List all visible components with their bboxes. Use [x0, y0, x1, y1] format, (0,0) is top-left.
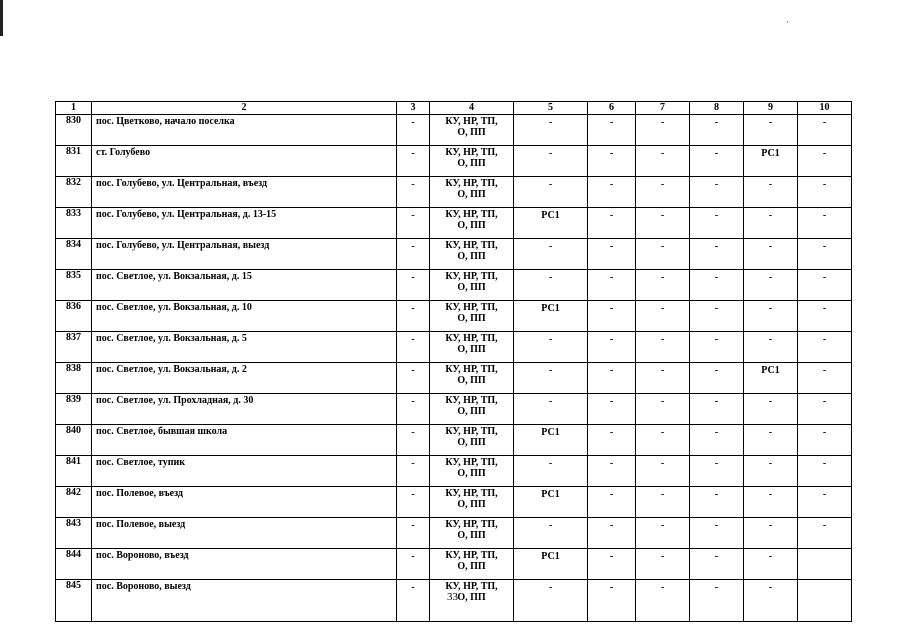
- cell-col3: -: [397, 363, 430, 394]
- cell-col8: -: [690, 549, 744, 580]
- cell-col5: -: [514, 363, 588, 394]
- cell-col8: -: [690, 146, 744, 177]
- cell-col4-line2: О, ПП: [457, 344, 486, 355]
- cell-col8: -: [690, 270, 744, 301]
- location-cell: пос. Голубево, ул. Центральная, д. 13-15: [92, 208, 397, 239]
- cell-col9: -: [744, 332, 798, 363]
- cell-col4: [430, 115, 514, 146]
- cell-col4-line1: КУ, НР, ТП,: [445, 395, 498, 406]
- cell-col6: -: [588, 332, 636, 363]
- cell-col5: РС1: [514, 549, 588, 580]
- cell-col10: -: [798, 146, 852, 177]
- cell-col4: [430, 487, 514, 518]
- cell-col4: [430, 518, 514, 549]
- cell-col5: -: [514, 270, 588, 301]
- cell-col5: РС1: [514, 487, 588, 518]
- cell-col3: -: [397, 146, 430, 177]
- cell-col10: -: [798, 301, 852, 332]
- cell-col6: -: [588, 549, 636, 580]
- cell-col3: -: [397, 239, 430, 270]
- cell-col10: -: [798, 208, 852, 239]
- cell-col5: РС1: [514, 301, 588, 332]
- location-cell: пос. Светлое, бывшая школа: [92, 425, 397, 456]
- table-row: [56, 177, 852, 208]
- cell-col6: -: [588, 425, 636, 456]
- cell-col7: -: [636, 580, 690, 622]
- cell-col4-line2: О, ПП: [457, 406, 486, 417]
- column-header: 4: [430, 102, 514, 115]
- row-number: 833: [56, 208, 92, 239]
- table-row: [56, 146, 852, 177]
- location-cell: пос. Голубево, ул. Центральная, въезд: [92, 177, 397, 208]
- cell-col4: [430, 301, 514, 332]
- column-header: 9: [744, 102, 798, 115]
- table-row: [56, 394, 852, 425]
- cell-col4-line2: О, ПП: [457, 282, 486, 293]
- table-row: [56, 208, 852, 239]
- scan-speck: [787, 21, 788, 23]
- cell-col3: -: [397, 518, 430, 549]
- row-number: 838: [56, 363, 92, 394]
- cell-col6: -: [588, 580, 636, 622]
- cell-col9: -: [744, 301, 798, 332]
- location-cell: пос. Светлое, ул. Вокзальная, д. 10: [92, 301, 397, 332]
- cell-col3: -: [397, 580, 430, 622]
- row-number: 844: [56, 549, 92, 580]
- table-row: [56, 487, 852, 518]
- cell-col10: [798, 549, 852, 580]
- cell-col7: -: [636, 394, 690, 425]
- cell-col9: -: [744, 425, 798, 456]
- cell-col4-line2: О, ПП: [457, 561, 486, 572]
- cell-col4-line2: О, ПП: [457, 251, 486, 262]
- cell-col4: [430, 332, 514, 363]
- table-row: [56, 332, 852, 363]
- row-number: 831: [56, 146, 92, 177]
- cell-col6: -: [588, 394, 636, 425]
- column-header: 3: [397, 102, 430, 115]
- column-header: 8: [690, 102, 744, 115]
- cell-col6: -: [588, 239, 636, 270]
- cell-col7: -: [636, 518, 690, 549]
- cell-col5: -: [514, 456, 588, 487]
- cell-col6: -: [588, 456, 636, 487]
- cell-col7: -: [636, 239, 690, 270]
- cell-col10: -: [798, 115, 852, 146]
- cell-col4-line2: О, ПП: [457, 530, 486, 541]
- cell-col4-line1: КУ, НР, ТП,: [445, 488, 498, 499]
- table-row: [56, 363, 852, 394]
- cell-col8: -: [690, 518, 744, 549]
- cell-col4-line1: КУ, НР, ТП,: [445, 147, 498, 158]
- cell-col4-line1: КУ, НР, ТП,: [445, 426, 498, 437]
- cell-col10: -: [798, 425, 852, 456]
- table-row: [56, 425, 852, 456]
- cell-col4-line2: О, ПП: [457, 592, 486, 603]
- location-cell: пос. Светлое, ул. Вокзальная, д. 15: [92, 270, 397, 301]
- location-cell: пос. Светлое, ул. Вокзальная, д. 2: [92, 363, 397, 394]
- cell-col4: [430, 394, 514, 425]
- location-cell: пос. Вороново, въезд: [92, 549, 397, 580]
- cell-col5: РС1: [514, 208, 588, 239]
- cell-col8: -: [690, 456, 744, 487]
- location-cell: пос. Светлое, ул. Вокзальная, д. 5: [92, 332, 397, 363]
- cell-col8: -: [690, 301, 744, 332]
- row-number: 830: [56, 115, 92, 146]
- cell-col4-line1: КУ, НР, ТП,: [445, 209, 498, 220]
- cell-col7: -: [636, 146, 690, 177]
- cell-col4: [430, 363, 514, 394]
- column-header: 5: [514, 102, 588, 115]
- scan-edge-mark: [0, 0, 3, 36]
- cell-col4: [430, 146, 514, 177]
- row-number: 837: [56, 332, 92, 363]
- row-number: 843: [56, 518, 92, 549]
- cell-col3: -: [397, 456, 430, 487]
- cell-col10: -: [798, 487, 852, 518]
- cell-col10: -: [798, 394, 852, 425]
- cell-col10: -: [798, 363, 852, 394]
- cell-col4-line2: О, ПП: [457, 189, 486, 200]
- cell-col9: -: [744, 177, 798, 208]
- row-number: 845: [56, 580, 92, 622]
- table-row: [56, 301, 852, 332]
- location-cell: пос. Светлое, ул. Прохладная, д. 30: [92, 394, 397, 425]
- cell-col4: [430, 456, 514, 487]
- cell-col4-line2: О, ПП: [457, 220, 486, 231]
- cell-col4-line1: КУ, НР, ТП,: [445, 550, 498, 561]
- cell-col4-line2: О, ПП: [457, 313, 486, 324]
- cell-col10: -: [798, 456, 852, 487]
- table-row: [56, 115, 852, 146]
- cell-col4: [430, 208, 514, 239]
- cell-col8: -: [690, 487, 744, 518]
- cell-col3: -: [397, 394, 430, 425]
- page-number: 33: [447, 591, 458, 603]
- location-cell: ст. Голубево: [92, 146, 397, 177]
- row-number: 832: [56, 177, 92, 208]
- cell-col3: -: [397, 177, 430, 208]
- cell-col9: -: [744, 456, 798, 487]
- cell-col4-line1: КУ, НР, ТП,: [445, 364, 498, 375]
- cell-col3: -: [397, 549, 430, 580]
- cell-col5: -: [514, 177, 588, 208]
- cell-col9: РС1: [744, 146, 798, 177]
- cell-col10: -: [798, 332, 852, 363]
- row-number: 839: [56, 394, 92, 425]
- location-cell: пос. Голубево, ул. Центральная, выезд: [92, 239, 397, 270]
- table-row: [56, 270, 852, 301]
- cell-col5: -: [514, 115, 588, 146]
- cell-col4-line2: О, ПП: [457, 499, 486, 510]
- cell-col4-line1: КУ, НР, ТП,: [445, 581, 498, 592]
- cell-col6: -: [588, 518, 636, 549]
- cell-col4-line1: КУ, НР, ТП,: [445, 178, 498, 189]
- cell-col4-line1: КУ, НР, ТП,: [445, 240, 498, 251]
- location-cell: пос. Вороново, выезд: [92, 580, 397, 622]
- header-row: [56, 102, 852, 115]
- cell-col4-line2: О, ПП: [457, 468, 486, 479]
- cell-col7: -: [636, 487, 690, 518]
- cell-col8: -: [690, 580, 744, 622]
- cell-col9: -: [744, 580, 798, 622]
- cell-col3: -: [397, 301, 430, 332]
- cell-col7: -: [636, 363, 690, 394]
- cell-col8: -: [690, 177, 744, 208]
- column-header: 2: [92, 102, 397, 115]
- cell-col6: -: [588, 115, 636, 146]
- cell-col10: -: [798, 518, 852, 549]
- cell-col4-line1: КУ, НР, ТП,: [445, 333, 498, 344]
- cell-col5: -: [514, 580, 588, 622]
- cell-col5: РС1: [514, 425, 588, 456]
- cell-col8: -: [690, 239, 744, 270]
- cell-col4-line1: КУ, НР, ТП,: [445, 271, 498, 282]
- cell-col6: -: [588, 363, 636, 394]
- cell-col9: -: [744, 115, 798, 146]
- cell-col4-line1: КУ, НР, ТП,: [445, 302, 498, 313]
- cell-col9: -: [744, 487, 798, 518]
- cell-col4-line2: О, ПП: [457, 437, 486, 448]
- cell-col9: РС1: [744, 363, 798, 394]
- table-row: [56, 518, 852, 549]
- cell-col9: -: [744, 549, 798, 580]
- cell-col4: [430, 549, 514, 580]
- cell-col5: -: [514, 394, 588, 425]
- cell-col4: [430, 177, 514, 208]
- location-cell: пос. Цветково, начало поселка: [92, 115, 397, 146]
- cell-col3: -: [397, 270, 430, 301]
- cell-col3: -: [397, 208, 430, 239]
- table-row: [56, 549, 852, 580]
- cell-col9: -: [744, 239, 798, 270]
- cell-col6: -: [588, 146, 636, 177]
- cell-col8: -: [690, 332, 744, 363]
- cell-col9: -: [744, 270, 798, 301]
- table-row: [56, 239, 852, 270]
- cell-col3: -: [397, 487, 430, 518]
- cell-col9: -: [744, 208, 798, 239]
- cell-col9: -: [744, 518, 798, 549]
- register-table: [55, 101, 852, 622]
- row-number: 836: [56, 301, 92, 332]
- cell-col8: -: [690, 363, 744, 394]
- cell-col5: -: [514, 239, 588, 270]
- cell-col4-line2: О, ПП: [457, 127, 486, 138]
- cell-col7: -: [636, 301, 690, 332]
- row-number: 840: [56, 425, 92, 456]
- cell-col7: -: [636, 425, 690, 456]
- column-header: 7: [636, 102, 690, 115]
- cell-col6: -: [588, 208, 636, 239]
- cell-col5: -: [514, 518, 588, 549]
- row-number: 835: [56, 270, 92, 301]
- cell-col4-line1: КУ, НР, ТП,: [445, 457, 498, 468]
- cell-col7: -: [636, 208, 690, 239]
- cell-col4: [430, 239, 514, 270]
- cell-col6: -: [588, 301, 636, 332]
- location-cell: пос. Светлое, тупик: [92, 456, 397, 487]
- cell-col4-line1: КУ, НР, ТП,: [445, 519, 498, 530]
- cell-col4: [430, 270, 514, 301]
- location-cell: пос. Полевое, въезд: [92, 487, 397, 518]
- cell-col7: -: [636, 549, 690, 580]
- cell-col8: -: [690, 115, 744, 146]
- cell-col3: -: [397, 332, 430, 363]
- row-number: 842: [56, 487, 92, 518]
- cell-col6: -: [588, 270, 636, 301]
- cell-col7: -: [636, 115, 690, 146]
- cell-col3: -: [397, 425, 430, 456]
- cell-col8: -: [690, 425, 744, 456]
- table-row: [56, 456, 852, 487]
- column-header: 1: [56, 102, 92, 115]
- column-header: 10: [798, 102, 852, 115]
- cell-col10: -: [798, 270, 852, 301]
- cell-col4-line1: КУ, НР, ТП,: [445, 116, 498, 127]
- cell-col7: -: [636, 177, 690, 208]
- cell-col9: -: [744, 394, 798, 425]
- cell-col10: -: [798, 239, 852, 270]
- row-number: 834: [56, 239, 92, 270]
- cell-col5: -: [514, 332, 588, 363]
- cell-col4-line2: О, ПП: [457, 375, 486, 386]
- row-number: 841: [56, 456, 92, 487]
- cell-col10: -: [798, 177, 852, 208]
- cell-col4: [430, 425, 514, 456]
- cell-col7: -: [636, 456, 690, 487]
- cell-col6: -: [588, 177, 636, 208]
- cell-col8: -: [690, 208, 744, 239]
- cell-col7: -: [636, 270, 690, 301]
- cell-col6: -: [588, 487, 636, 518]
- cell-col5: -: [514, 146, 588, 177]
- location-cell: пос. Полевое, выезд: [92, 518, 397, 549]
- column-header: 6: [588, 102, 636, 115]
- cell-col8: -: [690, 394, 744, 425]
- cell-col4-line2: О, ПП: [457, 158, 486, 169]
- cell-col3: -: [397, 115, 430, 146]
- cell-col7: -: [636, 332, 690, 363]
